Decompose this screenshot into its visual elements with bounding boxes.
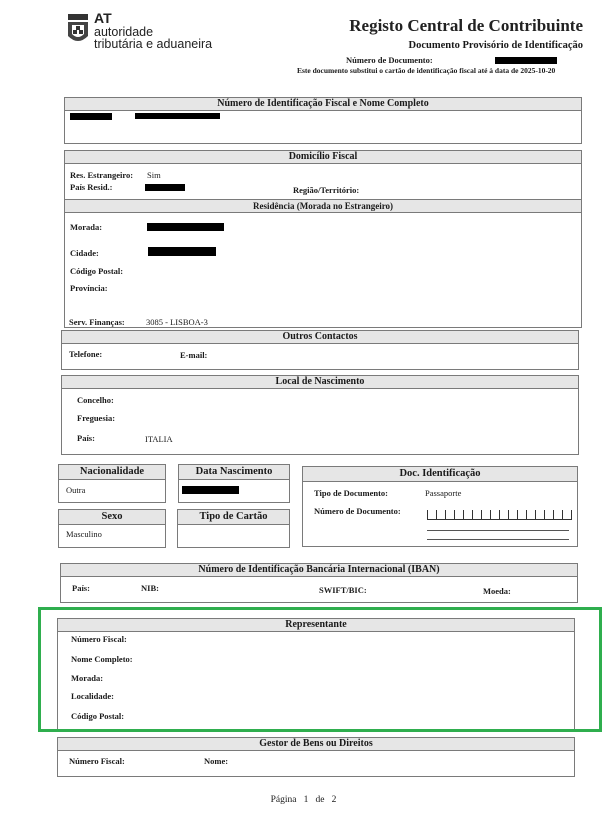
- iban-pais-label: País:: [72, 583, 90, 593]
- coat-of-arms-logo-icon: [66, 12, 90, 46]
- morada-label: Morada:: [70, 222, 103, 232]
- provincia-label: Província:: [70, 283, 108, 293]
- rep-numero-fiscal-label: Número Fiscal:: [71, 634, 127, 644]
- rep-localidade-label: Localidade:: [71, 691, 114, 701]
- rep-morada-label: Morada:: [71, 673, 104, 683]
- nif-name-title: Número de Identificação Fiscal e Nome Completo: [65, 98, 581, 111]
- regiao-label: Região/Território:: [293, 185, 360, 195]
- data-nascimento-section: [178, 464, 290, 503]
- redacted-full-name: [135, 113, 220, 119]
- serv-financas-label: Serv. Finanças:: [69, 317, 125, 327]
- tipo-documento-label: Tipo de Documento:: [314, 488, 388, 498]
- outros-contactos-title: Outros Contactos: [62, 331, 578, 344]
- doc-identificacao-section: [302, 466, 578, 547]
- doc-line-1: [427, 530, 569, 531]
- page-total: 2: [331, 795, 337, 805]
- doc-line-2: [427, 539, 569, 540]
- doc-identificacao-title: Doc. Identificação: [303, 467, 577, 482]
- sexo-section: [58, 509, 166, 548]
- serv-financas-value: 3085 - LISBOA-3: [146, 317, 208, 327]
- pais-nascimento-label: País:: [77, 433, 95, 443]
- local-nascimento-section: [61, 375, 579, 455]
- logo-line-1: autoridade: [94, 25, 154, 39]
- telefone-label: Telefone:: [69, 349, 103, 359]
- iban-title: Número de Identificação Bancária Internacional (IBAN): [61, 564, 577, 577]
- iban-section: [60, 563, 578, 603]
- res-estrangeiro-value: Sim: [147, 170, 161, 180]
- pais-nascimento-value: ITALIA: [145, 434, 173, 444]
- res-estrangeiro-label: Res. Estrangeiro:: [70, 170, 134, 180]
- numero-documento-label: Número de Documento:: [314, 506, 401, 516]
- replacement-note: Este documento substitui o cartão de identificação fiscal até à data de 2025-10-20: [297, 66, 556, 75]
- swift-label: SWIFT/BIC:: [319, 585, 367, 595]
- page-number: 1: [303, 795, 309, 805]
- codigo-postal-label: Código Postal:: [70, 266, 124, 276]
- representante-title: Representante: [58, 619, 574, 632]
- gestor-nome-label: Nome:: [204, 756, 229, 766]
- gestor-numero-fiscal-label: Número Fiscal:: [69, 756, 125, 766]
- numero-documento-digit-boxes: [427, 510, 572, 520]
- cidade-label: Cidade:: [70, 248, 99, 258]
- nif-name-section: [64, 97, 582, 144]
- de-label: de: [315, 795, 325, 805]
- sexo-value: Masculino: [66, 529, 102, 539]
- pagina-label: Página: [270, 795, 297, 805]
- rep-codigo-postal-label: Código Postal:: [71, 711, 125, 721]
- moeda-label: Moeda:: [483, 586, 511, 596]
- logo-line-2: tributária e aduaneira: [94, 37, 213, 51]
- gestor-bens-title: Gestor de Bens ou Direitos: [58, 738, 574, 751]
- redacted-document-number: [495, 57, 557, 64]
- tipo-cartao-title: Tipo de Cartão: [178, 510, 289, 525]
- data-nascimento-title: Data Nascimento: [179, 465, 289, 480]
- redacted-cidade: [148, 247, 216, 256]
- gestor-bens-section: [57, 737, 575, 777]
- freguesia-label: Freguesia:: [77, 413, 116, 423]
- concelho-label: Concelho:: [77, 395, 114, 405]
- outros-contactos-section: [61, 330, 579, 370]
- logo-at: AT: [94, 10, 112, 26]
- tipo-documento-value: Passaporte: [425, 488, 462, 498]
- local-nascimento-title: Local de Nascimento: [62, 376, 578, 389]
- pais-resid-label: País Resid.:: [70, 182, 113, 192]
- nacionalidade-section: [58, 464, 166, 503]
- email-label: E-mail:: [180, 350, 208, 360]
- highlight-frame: [38, 607, 602, 732]
- document-number-label: Número de Documento:: [346, 55, 433, 65]
- domicilio-title: Domicílio Fiscal: [65, 151, 581, 164]
- redacted-nif: [70, 113, 112, 120]
- redacted-pais-resid: [145, 184, 185, 191]
- rep-nome-completo-label: Nome Completo:: [71, 654, 133, 664]
- redacted-data-nascimento: [182, 486, 239, 494]
- sexo-title: Sexo: [59, 510, 165, 525]
- document-title: Registo Central de Contribuinte: [349, 16, 583, 35]
- residencia-title: Residência (Morada no Estrangeiro): [65, 199, 581, 213]
- nib-label: NIB:: [141, 583, 159, 593]
- domicilio-fiscal-section: [64, 150, 582, 328]
- page-footer: [0, 795, 607, 805]
- nacionalidade-value: Outra: [66, 485, 86, 495]
- redacted-morada: [147, 223, 224, 231]
- tipo-cartao-section: [177, 509, 290, 548]
- document-subtitle: Documento Provisório de Identificação: [408, 40, 583, 51]
- nacionalidade-title: Nacionalidade: [59, 465, 165, 480]
